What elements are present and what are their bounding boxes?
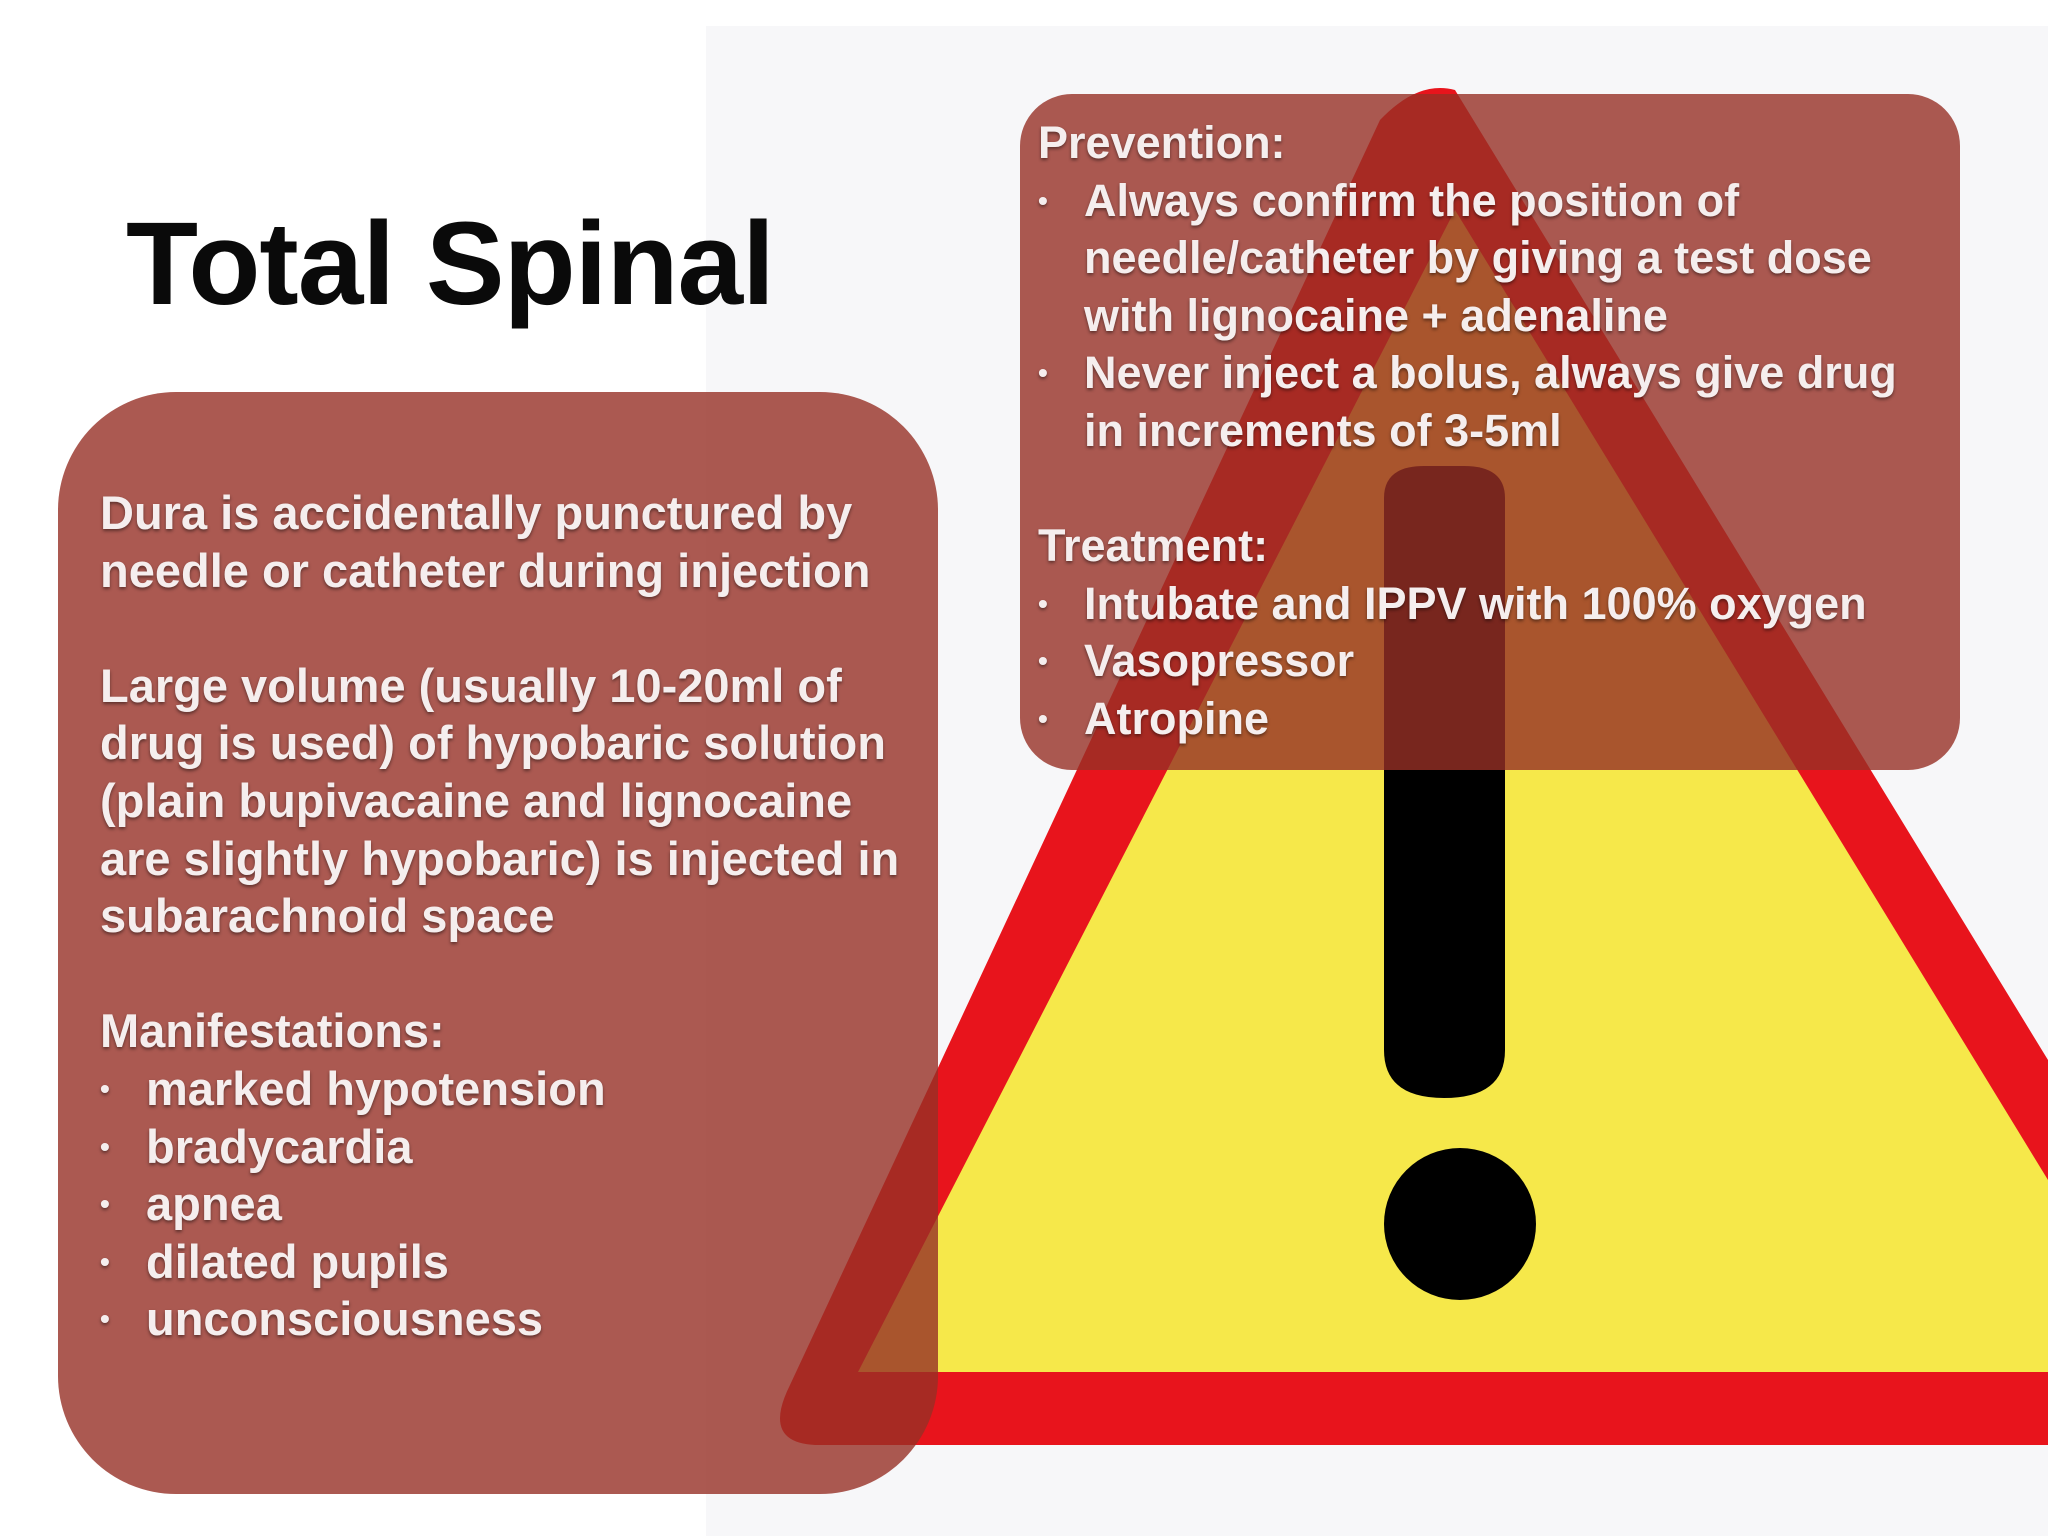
bullet-icon: • — [1038, 587, 1048, 619]
bullet-icon: • — [100, 1303, 110, 1335]
list-item: • Atropine — [1038, 690, 1944, 748]
cause-paragraph: Dura is accidentally punctured by needle or catheter during injection — [100, 486, 871, 597]
management-panel — [1020, 94, 1960, 770]
bullet-icon: • — [1038, 357, 1048, 389]
list-item: • Intubate and IPPV with 100% oxygen — [1038, 575, 1944, 633]
bullet-icon: • — [1038, 702, 1048, 734]
list-item: • dilated pupils — [100, 1233, 918, 1291]
list-item: • Never inject a bolus, always give drug in increments of 3-5ml — [1038, 344, 1944, 459]
bullet-icon: • — [100, 1188, 110, 1220]
list-item: • Vasopressor — [1038, 632, 1944, 690]
description-panel — [58, 392, 938, 1494]
manifestations-list — [100, 1060, 918, 1348]
manifestations-heading: Manifestations: — [100, 1004, 445, 1058]
bullet-icon: • — [100, 1130, 110, 1162]
list-item: • Always confirm the position of needle/catheter by giving a test dose with lignocaine + adenaline — [1038, 172, 1944, 345]
bullet-icon: • — [100, 1245, 110, 1277]
slide-title: Total Spinal — [126, 198, 774, 330]
treatment-heading: Treatment: — [1038, 520, 1269, 572]
bullet-icon: • — [100, 1072, 110, 1104]
mechanism-paragraph: Large volume (usually 10-20ml of drug is used) of hypobaric solution (plain bupivacaine and lignocaine are slightly hypobaric) is injected in subarachnoid space — [100, 658, 900, 943]
treatment-list — [1038, 575, 1944, 748]
list-item: • bradycardia — [100, 1118, 918, 1176]
prevention-list — [1038, 172, 1944, 460]
list-item: • marked hypotension — [100, 1060, 918, 1118]
bullet-icon: • — [1038, 184, 1048, 216]
prevention-heading: Prevention: — [1038, 117, 1286, 168]
bullet-icon: • — [1038, 645, 1048, 677]
list-item: • unconsciousness — [100, 1290, 918, 1348]
exclamation-dot-icon — [1384, 1148, 1536, 1300]
list-item: • apnea — [100, 1175, 918, 1233]
